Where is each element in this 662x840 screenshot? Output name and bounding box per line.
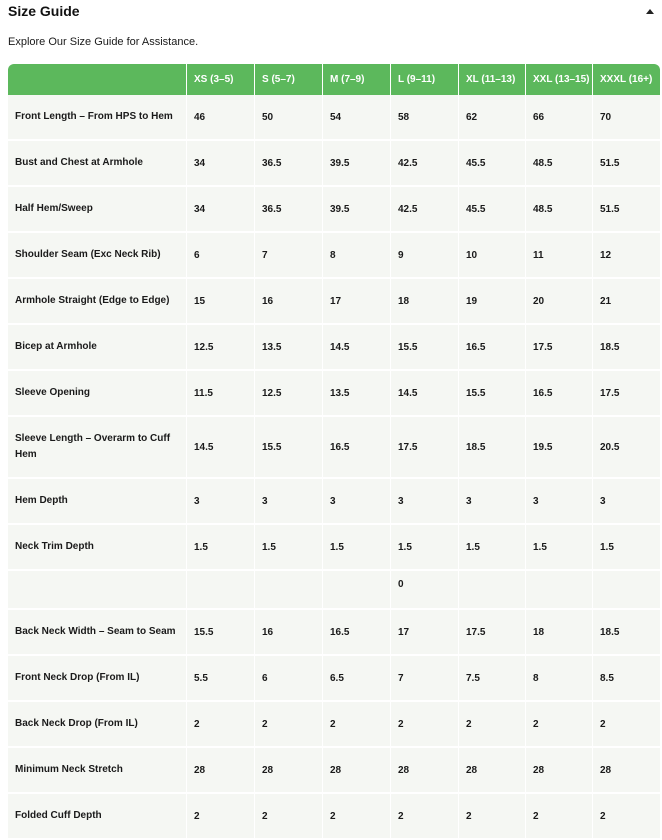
table-cell: 1.5 xyxy=(593,525,660,571)
table-cell: 16.5 xyxy=(526,371,593,417)
table-cell: 1.5 xyxy=(255,525,323,571)
table-cell: 7 xyxy=(391,656,459,702)
table-cell xyxy=(323,571,391,610)
table-cell: 21 xyxy=(593,279,660,325)
table-row xyxy=(8,656,660,702)
table-cell: 7 xyxy=(255,233,323,279)
table-cell: 12.5 xyxy=(255,371,323,417)
table-row xyxy=(8,279,660,325)
table-cell: 28 xyxy=(323,748,391,794)
table-cell: 28 xyxy=(187,748,255,794)
table-cell xyxy=(459,571,526,610)
table-row xyxy=(8,525,660,571)
table-cell: 45.5 xyxy=(459,141,526,187)
section-title: Size Guide xyxy=(8,3,80,19)
column-header-measurement xyxy=(8,64,187,95)
row-label xyxy=(8,571,187,610)
table-cell: 36.5 xyxy=(255,187,323,233)
row-label: Armhole Straight (Edge to Edge) xyxy=(8,279,187,325)
table-cell: 1.5 xyxy=(526,525,593,571)
table-cell: 17 xyxy=(323,279,391,325)
table-cell: 46 xyxy=(187,95,255,141)
table-cell: 2 xyxy=(391,794,459,840)
table-cell: 51.5 xyxy=(593,141,660,187)
table-cell: 17.5 xyxy=(526,325,593,371)
table-row xyxy=(8,571,660,610)
table-cell: 28 xyxy=(255,748,323,794)
table-cell: 3 xyxy=(459,479,526,525)
table-cell: 54 xyxy=(323,95,391,141)
table-cell: 3 xyxy=(323,479,391,525)
table-cell: 16 xyxy=(255,279,323,325)
table-cell: 14.5 xyxy=(391,371,459,417)
table-cell: 2 xyxy=(255,794,323,840)
table-cell: 28 xyxy=(526,748,593,794)
section-subtitle: Explore Our Size Guide for Assistance. xyxy=(8,36,199,48)
table-cell: 39.5 xyxy=(323,187,391,233)
table-cell: 13.5 xyxy=(323,371,391,417)
table-cell: 34 xyxy=(187,141,255,187)
table-cell: 28 xyxy=(391,748,459,794)
table-row xyxy=(8,748,660,794)
table-cell: 17.5 xyxy=(593,371,660,417)
table-row xyxy=(8,702,660,748)
table-cell: 1.5 xyxy=(459,525,526,571)
row-label: Front Neck Drop (From IL) xyxy=(8,656,187,702)
size-table xyxy=(8,64,660,840)
table-cell: 20 xyxy=(526,279,593,325)
column-header-size: XXXL (16+) xyxy=(593,64,660,95)
table-cell: 12 xyxy=(593,233,660,279)
row-label: Minimum Neck Stretch xyxy=(8,748,187,794)
table-cell: 13.5 xyxy=(255,325,323,371)
column-header-size: XXL (13–15) xyxy=(526,64,593,95)
table-cell: 6 xyxy=(255,656,323,702)
table-cell: 3 xyxy=(593,479,660,525)
table-cell: 2 xyxy=(593,702,660,748)
table-cell: 28 xyxy=(593,748,660,794)
table-cell: 16 xyxy=(255,610,323,656)
table-cell: 2 xyxy=(255,702,323,748)
table-cell: 3 xyxy=(526,479,593,525)
table-cell: 20.5 xyxy=(593,417,660,479)
table-cell: 2 xyxy=(526,794,593,840)
chevron-up-icon[interactable] xyxy=(644,6,656,16)
table-cell: 14.5 xyxy=(187,417,255,479)
size-table-container xyxy=(8,64,660,840)
table-row xyxy=(8,325,660,371)
table-cell: 2 xyxy=(323,794,391,840)
row-label: Front Length – From HPS to Hem xyxy=(8,95,187,141)
table-row xyxy=(8,794,660,840)
table-cell: 2 xyxy=(459,702,526,748)
table-row xyxy=(8,95,660,141)
row-label: Sleeve Length – Overarm to Cuff Hem xyxy=(8,417,187,479)
table-cell: 34 xyxy=(187,187,255,233)
table-cell: 6 xyxy=(187,233,255,279)
table-cell: 2 xyxy=(323,702,391,748)
table-cell: 15.5 xyxy=(391,325,459,371)
table-cell: 11.5 xyxy=(187,371,255,417)
table-cell: 6.5 xyxy=(323,656,391,702)
table-cell: 3 xyxy=(187,479,255,525)
table-row xyxy=(8,371,660,417)
table-cell: 17.5 xyxy=(459,610,526,656)
table-cell: 3 xyxy=(255,479,323,525)
table-cell: 42.5 xyxy=(391,187,459,233)
table-cell: 5.5 xyxy=(187,656,255,702)
table-cell: 48.5 xyxy=(526,141,593,187)
table-cell: 28 xyxy=(459,748,526,794)
table-cell: 50 xyxy=(255,95,323,141)
row-label: Back Neck Drop (From IL) xyxy=(8,702,187,748)
table-row xyxy=(8,187,660,233)
table-cell: 1.5 xyxy=(323,525,391,571)
column-header-size: L (9–11) xyxy=(391,64,459,95)
table-cell: 2 xyxy=(187,794,255,840)
row-label: Bust and Chest at Armhole xyxy=(8,141,187,187)
table-row xyxy=(8,141,660,187)
table-cell: 2 xyxy=(391,702,459,748)
table-cell: 2 xyxy=(526,702,593,748)
table-cell: 2 xyxy=(187,702,255,748)
table-cell: 14.5 xyxy=(323,325,391,371)
table-cell: 18.5 xyxy=(593,610,660,656)
table-cell: 9 xyxy=(391,233,459,279)
table-cell: 17.5 xyxy=(391,417,459,479)
table-cell: 8 xyxy=(526,656,593,702)
column-header-size: S (5–7) xyxy=(255,64,323,95)
table-cell: 16.5 xyxy=(459,325,526,371)
table-cell: 45.5 xyxy=(459,187,526,233)
table-cell: 1.5 xyxy=(391,525,459,571)
table-cell: 19 xyxy=(459,279,526,325)
row-label: Neck Trim Depth xyxy=(8,525,187,571)
table-cell: 15 xyxy=(187,279,255,325)
table-row xyxy=(8,479,660,525)
table-cell: 66 xyxy=(526,95,593,141)
table-cell xyxy=(187,571,255,610)
table-cell: 8 xyxy=(323,233,391,279)
table-cell: 7.5 xyxy=(459,656,526,702)
table-cell: 15.5 xyxy=(187,610,255,656)
table-cell: 48.5 xyxy=(526,187,593,233)
row-label: Shoulder Seam (Exc Neck Rib) xyxy=(8,233,187,279)
table-cell: 2 xyxy=(459,794,526,840)
table-cell: 39.5 xyxy=(323,141,391,187)
table-cell: 3 xyxy=(391,479,459,525)
table-cell: 36.5 xyxy=(255,141,323,187)
table-cell: 0 xyxy=(391,571,459,610)
table-cell: 62 xyxy=(459,95,526,141)
table-row xyxy=(8,233,660,279)
table-cell: 42.5 xyxy=(391,141,459,187)
row-label: Half Hem/Sweep xyxy=(8,187,187,233)
table-cell: 10 xyxy=(459,233,526,279)
table-cell: 17 xyxy=(391,610,459,656)
row-label: Hem Depth xyxy=(8,479,187,525)
table-cell: 15.5 xyxy=(255,417,323,479)
table-cell: 15.5 xyxy=(459,371,526,417)
table-cell: 16.5 xyxy=(323,417,391,479)
table-cell: 18.5 xyxy=(459,417,526,479)
row-label: Bicep at Armhole xyxy=(8,325,187,371)
column-header-size: XS (3–5) xyxy=(187,64,255,95)
table-cell xyxy=(526,571,593,610)
table-cell: 51.5 xyxy=(593,187,660,233)
table-cell xyxy=(255,571,323,610)
table-cell: 2 xyxy=(593,794,660,840)
size-guide-header[interactable] xyxy=(0,0,662,26)
row-label: Back Neck Width – Seam to Seam xyxy=(8,610,187,656)
row-label: Folded Cuff Depth xyxy=(8,794,187,840)
table-cell: 16.5 xyxy=(323,610,391,656)
table-cell: 1.5 xyxy=(187,525,255,571)
table-cell xyxy=(593,571,660,610)
table-header-row xyxy=(8,64,660,95)
table-cell: 70 xyxy=(593,95,660,141)
table-row xyxy=(8,610,660,656)
table-cell: 12.5 xyxy=(187,325,255,371)
table-cell: 19.5 xyxy=(526,417,593,479)
row-label: Sleeve Opening xyxy=(8,371,187,417)
table-cell: 8.5 xyxy=(593,656,660,702)
table-cell: 18.5 xyxy=(593,325,660,371)
table-cell: 11 xyxy=(526,233,593,279)
table-row xyxy=(8,417,660,479)
column-header-size: M (7–9) xyxy=(323,64,391,95)
table-cell: 18 xyxy=(391,279,459,325)
table-cell: 18 xyxy=(526,610,593,656)
table-cell: 58 xyxy=(391,95,459,141)
column-header-size: XL (11–13) xyxy=(459,64,526,95)
